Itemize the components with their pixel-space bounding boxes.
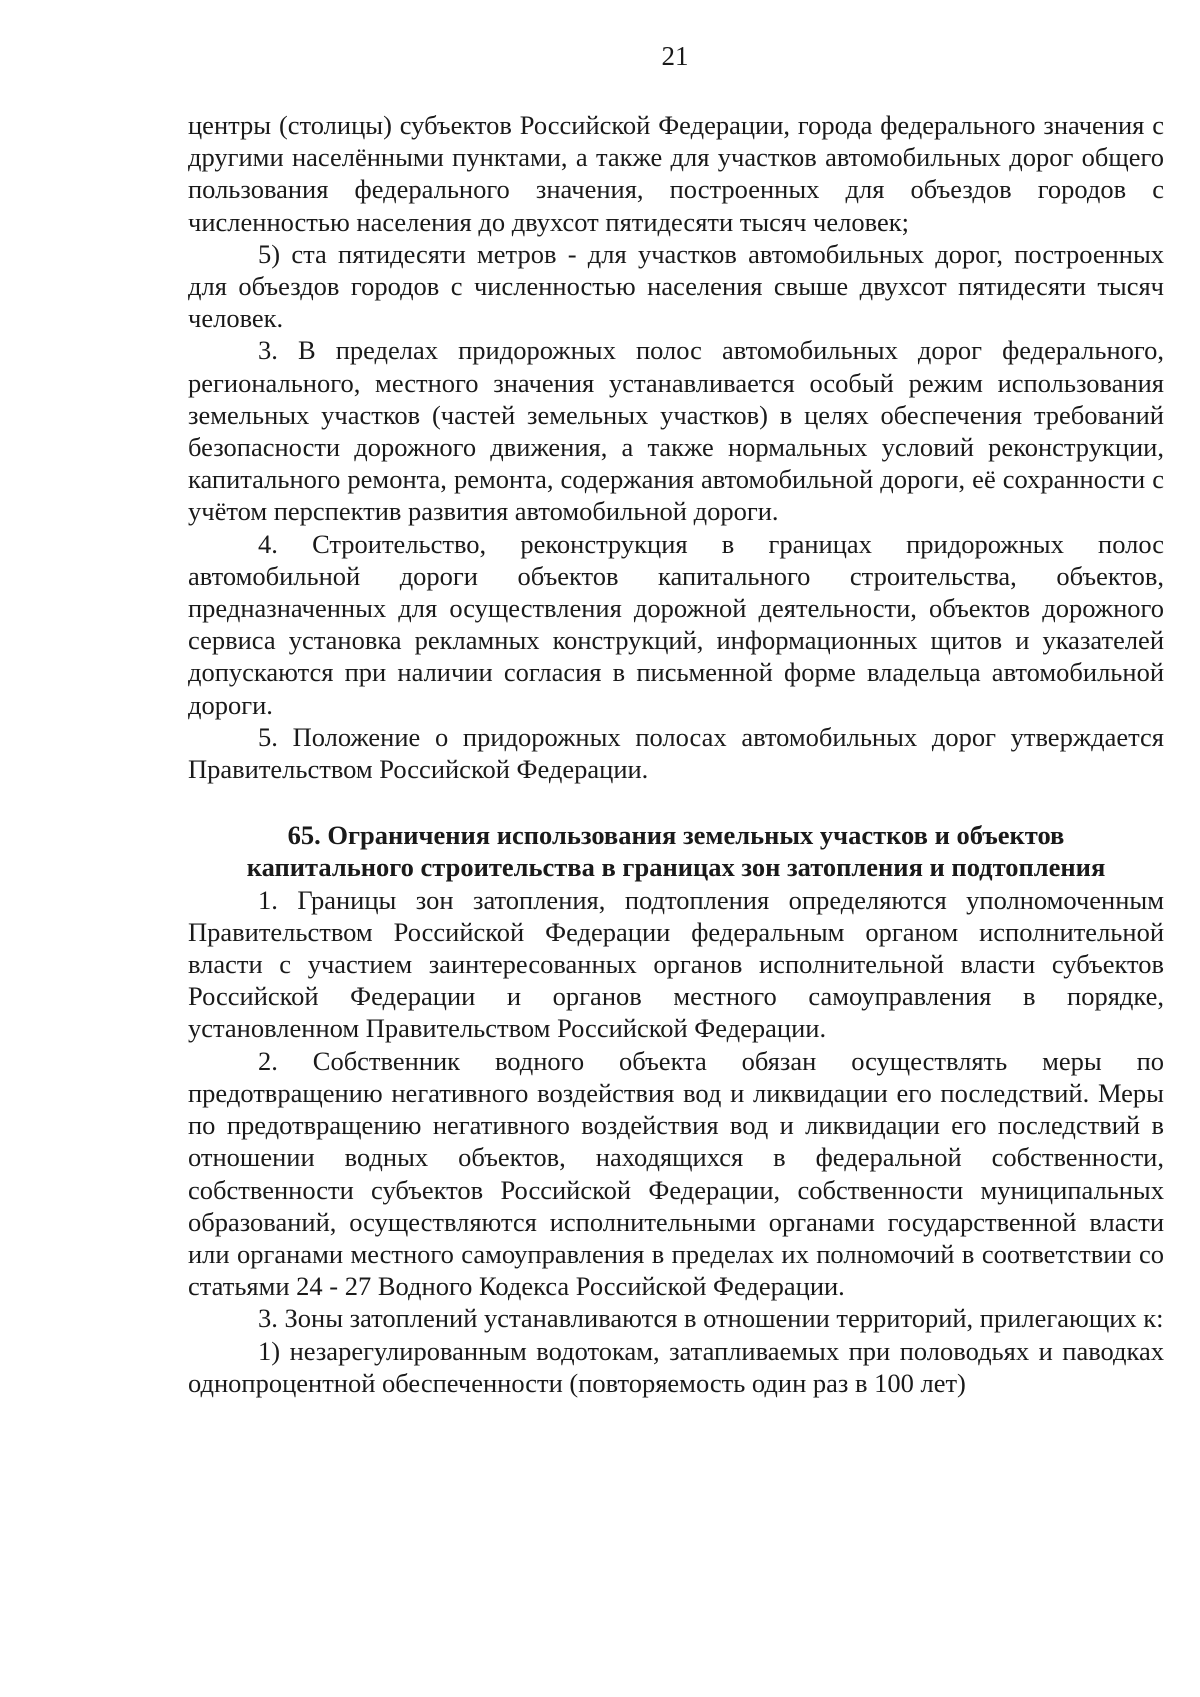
paragraph-item-5: 5) ста пятидесяти метров - для участков автомобильных дорог, построенных для объездов городов с численностью населения свыше двухсот пятидесяти тысяч человек.: [188, 238, 1164, 334]
section-paragraph-1: 1. Границы зон затопления, подтопления определяются уполномоченным Правительством Российской Федерации федеральным органом исполнительной власти с участием заинтересованных органов исполнительной власти субъектов Российской Федерации и органов местного самоуправления в порядке, установленном Правительством Российской Федерации.: [188, 884, 1164, 1044]
paragraph-3: 3. В пределах придорожных полос автомобильных дорог федерального, регионального, местного значения устанавливается особый режим использования земельных участков (частей земельных участков) в целях обеспечения требований безопасности дорожного движения, а также нормальных условий реконструкции, капитального ремонта, ремонта, содержания автомобильной дороги, её сохранности с учётом перспектив развития автомобильной дороги.: [188, 335, 1164, 527]
page-number: 21: [661, 41, 689, 71]
document-body: [188, 109, 1164, 1399]
section-spacer: [188, 785, 1164, 819]
paragraph-4: 4. Строительство, реконструкция в границах придорожных полос автомобильной дороги объектов капитального строительства, объектов, предназначенных для осуществления дорожной деятельности, объектов дорожного сервиса установка рекламных конструкций, информационных щитов и указателей допускаются при наличии согласия в письменной форме владельца автомобильной дороги.: [188, 528, 1164, 720]
section-paragraph-3: 3. Зоны затоплений устанавливаются в отношении территорий, прилегающих к:: [258, 1303, 1164, 1334]
paragraph-5: 5. Положение о придорожных полосах автомобильных дорог утверждается Правительством Российской Федерации.: [188, 721, 1164, 785]
section-heading-line-1: 65. Ограничения использования земельных участков и объектов: [287, 820, 1065, 851]
section-heading-line-2: капитального строительства в границах зон затопления и подтопления: [246, 852, 1106, 883]
paragraph-continuation: центры (столицы) субъектов Российской Федерации, города федерального значения с другими населёнными пунктами, а также для участков автомобильных дорог общего пользования федерального значения, построенных для объездов городов с численностью населения до двухсот пятидесяти тысяч человек;: [188, 110, 1164, 237]
section-paragraph-2: 2. Собственник водного объекта обязан осуществлять меры по предотвращению негативного воздействия вод и ликвидации его последствий. Меры по предотвращению негативного воздействия вод и ликвидации его последствий в отношении водных объектов, находящихся в федеральной собственности, собственности субъектов Российской Федерации, собственности муниципальных образований, осуществляются исполнительными органами государственной власти или органами местного самоуправления в пределах их полномочий в соответствии со статьями 24 - 27 Водного Кодекса Российской Федерации.: [188, 1045, 1164, 1302]
section-paragraph-3-item-1: 1) незарегулированным водотокам, затапливаемых при половодьях и паводках однопроцентной обеспеченности (повторяемость один раз в 100 лет): [188, 1335, 1164, 1398]
